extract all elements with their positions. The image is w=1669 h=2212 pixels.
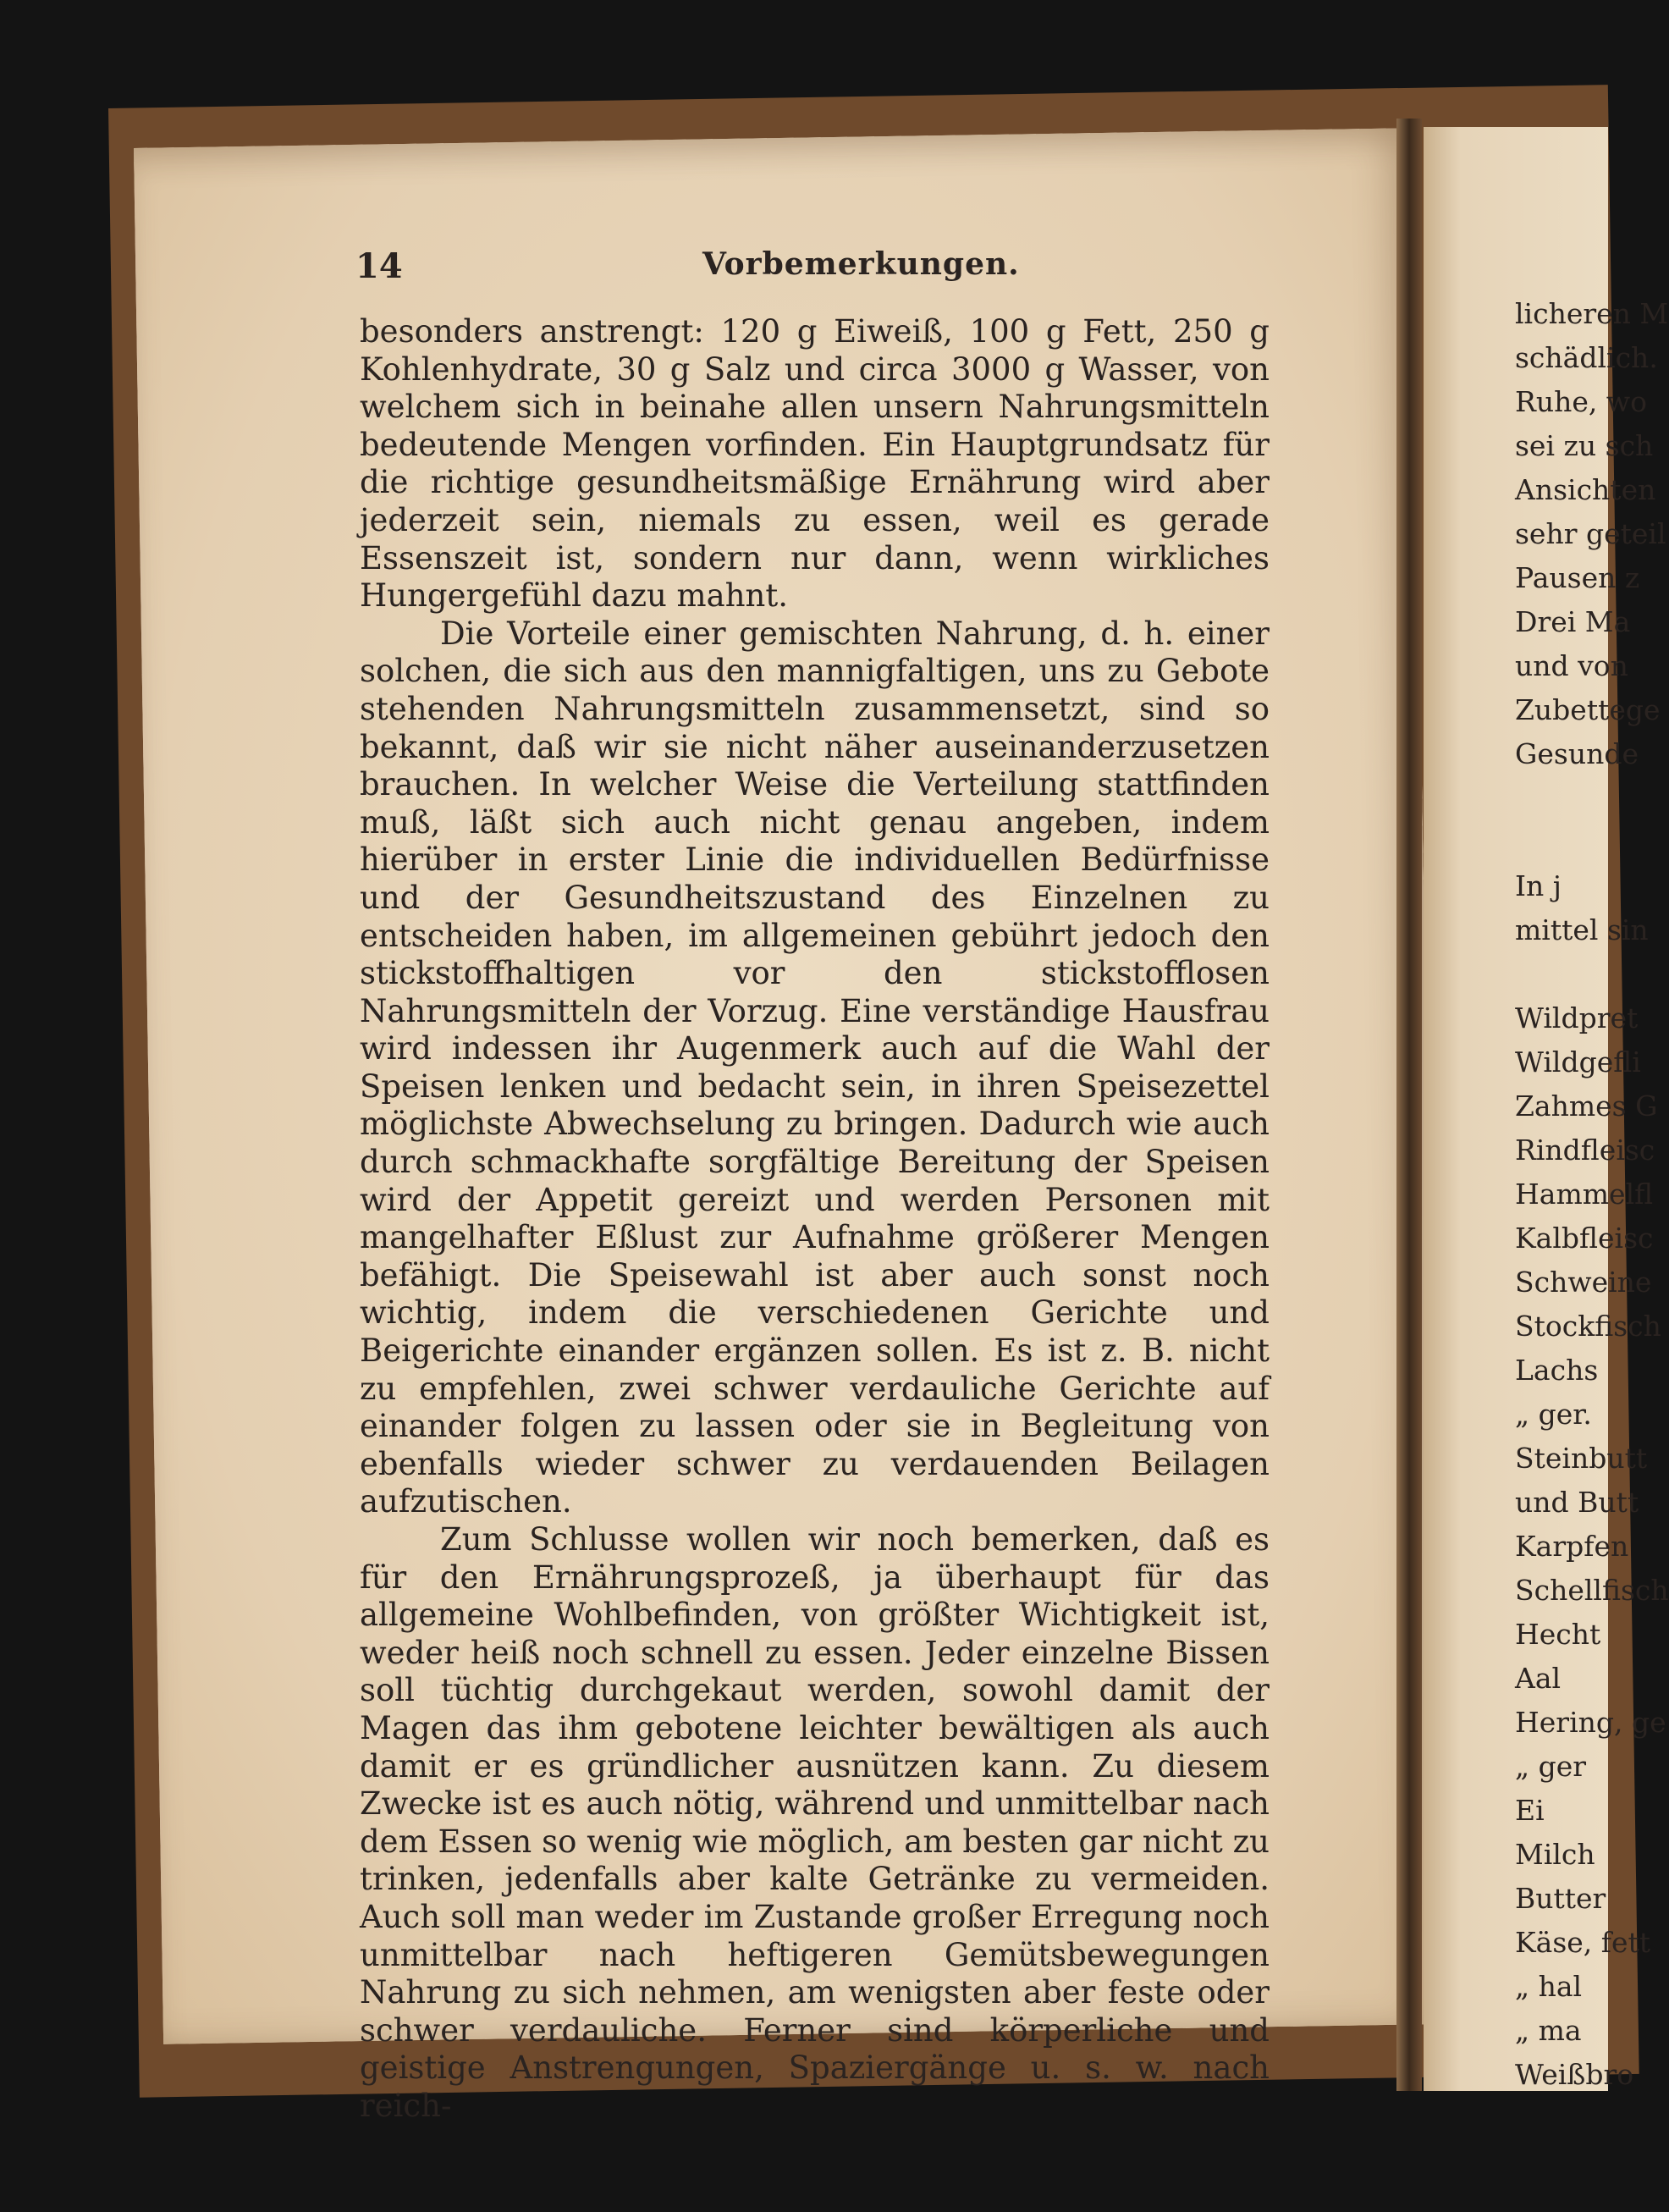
right-page-line: und von (1515, 649, 1628, 682)
right-page-line: schädlich. (1515, 341, 1658, 374)
right-page-line: sehr geteil (1515, 517, 1666, 550)
right-page-line: licheren M (1515, 297, 1669, 330)
paragraph-3: Zum Schlusse wollen wir noch bemerken, daß es für den Ernährungsprozeß, ja überhaupt für das allgemeine Wohlbefinden, von größter Wichtigkeit ist, weder heiß noch schnell zu essen. Jeder einzelne Bissen soll tüchtig durchgekaut werden, sowohl damit der Magen das ihm gebotene leichter bewältigen als auch damit er es gründlicher ausnützen kann. Zu diesem Zwecke ist es auch nötig, während und unmittelbar nach dem Essen so wenig wie möglich, am besten gar nicht zu trinken, jedenfalls aber kalte Getränke zu vermeiden. Auch soll man weder im Zustande großer Erregung noch unmittelbar nach heftigeren Gemütsbewegungen Nahrung zu sich nehmen, am wenigsten aber feste oder schwer verdauliche. Ferner sind körperliche und geistige Anstrengungen, Spaziergänge u. s. w. nach reich- (360, 1521, 1270, 2124)
right-page-line: Schweine (1515, 1266, 1652, 1299)
right-page-line: Zahmes G (1515, 1089, 1658, 1123)
right-page-line: Weißbro (1515, 2058, 1634, 2091)
right-page-line: Butter (1515, 1882, 1606, 1915)
right-page-line: Ei (1515, 1794, 1545, 1827)
body-text (360, 313, 1270, 2126)
right-page-line: Stockfisch (1515, 1310, 1661, 1343)
right-page-line: Drei Ma (1515, 605, 1631, 638)
right-page-line: „ ma (1515, 2014, 1582, 2047)
right-page-line: und Butt (1515, 1486, 1639, 1519)
right-page-line: Milch (1515, 1838, 1595, 1871)
right-page-line: sei zu sch (1515, 429, 1654, 462)
right-page-line: Wildpret (1515, 1001, 1639, 1034)
right-page-line: Ansichten (1515, 473, 1656, 506)
book-gutter (1396, 119, 1422, 2091)
right-page-line: Hecht (1515, 1618, 1601, 1651)
right-page-line: Steinbutt (1515, 1442, 1648, 1475)
running-head: Vorbemerkungen. (702, 246, 1020, 282)
paragraph-2: Die Vorteile einer gemischten Nahrung, d. h. einer solchen, die sich aus den mannigfaltigen, uns zu Gebote stehenden Nahrungsmitteln zusammensetzt, sind so bekannt, daß wir sie nicht näher auseinanderzusetzen brauchen. In welcher Weise die Verteilung stattfinden muß, läßt sich auch nicht genau angeben, indem hierüber in erster Linie die individuellen Bedürfnisse und der Gesundheitszustand des Einzelnen zu entscheiden haben, im allgemeinen gebührt jedoch den stickstoffhaltigen vor den stickstofflosen Nahrungsmitteln der Vorzug. Eine verständige Hausfrau wird indessen ihr Augenmerk auch auf die Wahl der Speisen lenken und bedacht sein, in ihren Speisezettel möglichste Abwechselung zu bringen. Dadurch wie auch durch schmackhafte sorgfältige Bereitung der Speisen wird der Appetit gereizt und werden Personen mit mangelhafter Eßlust zur Aufnahme größerer Mengen befähigt. Die Speisewahl ist aber auch sonst noch wichtig, indem die verschiedenen Gerichte und Beigerichte einander ergänzen sollen. Es ist z. B. nicht zu empfehlen, zwei schwer verdauliche Gerichte auf einander folgen zu lassen oder sie in Begleitung von ebenfalls wieder schwer zu verdauenden Beilagen aufzutischen. (360, 615, 1270, 1520)
paragraph-1: besonders anstrengt: 120 g Eiweiß, 100 g Fett, 250 g Kohlenhydrate, 30 g Salz und circa 3000 g Wasser, von welchem sich in beinahe allen unsern Nahrungsmitteln bedeutende Mengen vorfinden. Ein Hauptgrundsatz für die richtige gesundheitsmäßige Ernährung wird aber jederzeit sein, niemals zu essen, weil es gerade Essenszeit ist, sondern nur dann, wenn wirkliches Hungergefühl dazu mahnt. (360, 313, 1270, 615)
right-page-line (1515, 776, 1608, 820)
right-page-line: Rindfleisc (1515, 1134, 1655, 1167)
page-number: 14 (355, 246, 403, 286)
right-page-line: Gesunde (1515, 737, 1639, 770)
right-page-line (1515, 820, 1608, 864)
right-page-line: Wildgefli (1515, 1045, 1641, 1078)
right-page-line: mittel sin (1515, 913, 1649, 946)
right-page-line: „ ger (1515, 1750, 1587, 1783)
right-page-line: „ hal (1515, 1970, 1583, 2003)
right-page-line (1515, 952, 1608, 996)
right-page-line: Zubettege (1515, 693, 1661, 726)
right-page-line: Hering, ge (1515, 1706, 1666, 1739)
right-page-line: Aal (1515, 1662, 1562, 1695)
right-page-line: Ruhe, wo (1515, 385, 1647, 418)
right-page-line: Hammelfl (1515, 1178, 1654, 1211)
right-page-line: Schellfisch (1515, 1574, 1669, 1607)
right-page-line: Kalbfleisc (1515, 1222, 1654, 1255)
right-page-line: „ ger. (1515, 1398, 1592, 1431)
right-page-line: Karpfen (1515, 1530, 1629, 1563)
right-page-line: In j (1515, 869, 1562, 902)
right-page-text (1515, 292, 1669, 2097)
right-page-line: Pausen z (1515, 561, 1640, 594)
right-page-line: Käse, fett (1515, 1926, 1651, 1959)
right-page-line: Lachs (1515, 1354, 1599, 1387)
page-header (355, 241, 1286, 292)
